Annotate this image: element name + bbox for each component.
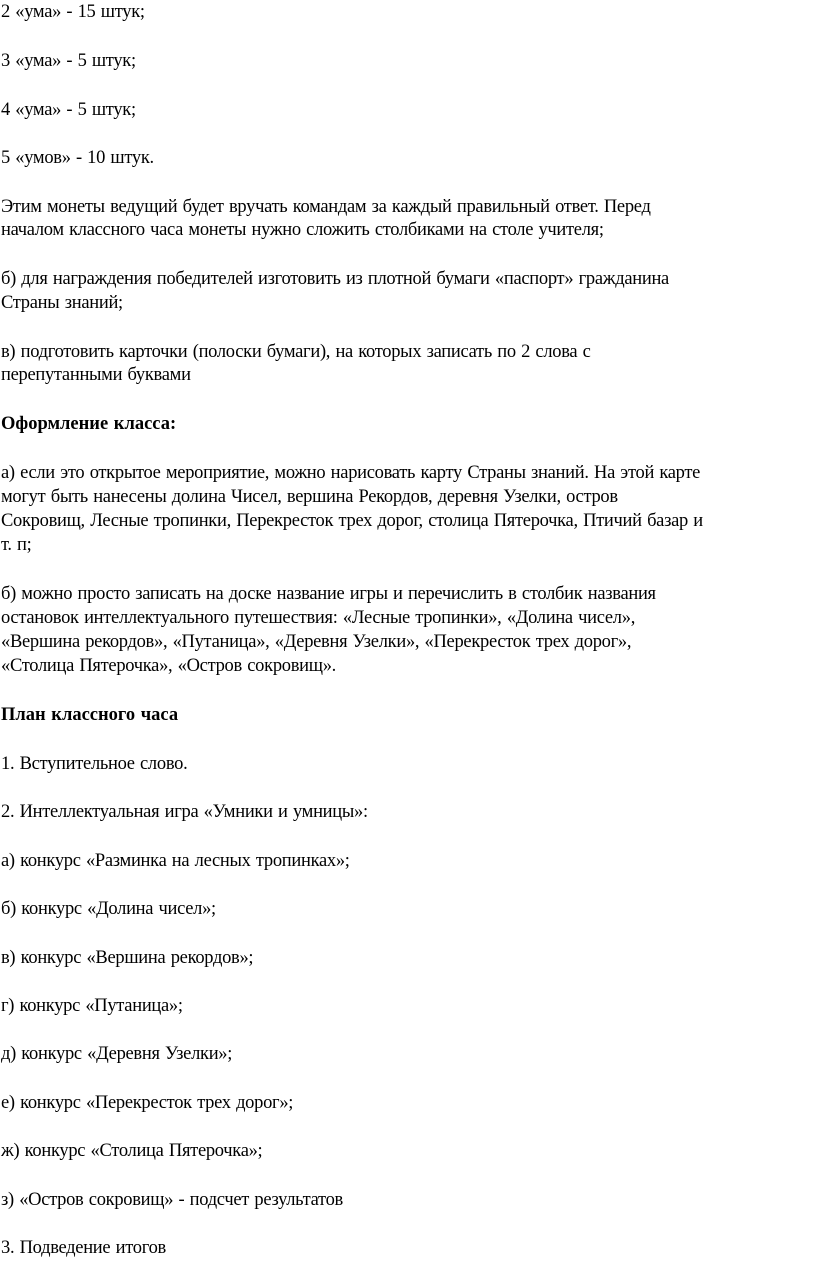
paragraph-coins-line-1: Этим монеты ведущий будет вручать командам за каждый правильный ответ. Перед: [1, 197, 651, 217]
paragraph-cards-line-2: перепутанными буквами: [1, 365, 191, 385]
plan-subitem-e: е) конкурс «Перекресток трех дорог»;: [1, 1093, 294, 1113]
plan-item-3: 3. Подведение итогов: [1, 1238, 166, 1258]
paragraph-map-line-2: могут быть нанесены долина Чисел, вершина Рекордов, деревня Узелки, остров: [1, 487, 618, 507]
plan-subitem-z: з) «Остров сокровищ» - подсчет результатов: [1, 1190, 343, 1210]
paragraph-board-line-1: б) можно просто записать на доске название игры и перечислить в столбик названия: [1, 584, 656, 604]
paragraph-board-line-4: «Столица Пятерочка», «Остров сокровищ».: [1, 656, 336, 676]
plan-subitem-b: б) конкурс «Долина чисел»;: [1, 899, 216, 919]
paragraph-map-line-1: а) если это открытое мероприятие, можно нарисовать карту Страны знаний. На этой карте: [1, 463, 701, 483]
paragraph-map-line-3: Сокровищ, Лесные тропинки, Перекресток трех дорог, столица Пятерочка, Птичий базар и: [1, 511, 703, 531]
paragraph-board-line-2: остановок интеллектуального путешествия: «Лесные тропинки», «Долина чисел»,: [1, 608, 636, 628]
heading-class-decoration: Оформление класса:: [1, 414, 177, 434]
paragraph-cards-line-1: в) подготовить карточки (полоски бумаги), на которых записать по 2 слова с: [1, 342, 591, 362]
plan-subitem-d: д) конкурс «Деревня Узелки»;: [1, 1044, 233, 1064]
coin-count-5-umov: 5 «умов» - 10 штук.: [1, 148, 154, 168]
paragraph-coins-line-2: началом классного часа монеты нужно сложить столбиками на столе учителя;: [1, 220, 604, 240]
paragraph-passport-line-2: Страны знаний;: [1, 293, 123, 313]
coin-count-4-uma: 4 «ума» - 5 штук;: [1, 100, 136, 120]
plan-subitem-v: в) конкурс «Вершина рекордов»;: [1, 948, 254, 968]
plan-subitem-zh: ж) конкурс «Столица Пятерочка»;: [1, 1141, 263, 1161]
plan-subitem-a: а) конкурс «Разминка на лесных тропинках»;: [1, 851, 350, 871]
plan-item-1: 1. Вступительное слово.: [1, 754, 188, 774]
coin-count-3-uma: 3 «ума» - 5 штук;: [1, 51, 136, 71]
coin-count-2-uma: 2 «ума» - 15 штук;: [1, 2, 145, 22]
plan-subitem-g: г) конкурс «Путаница»;: [1, 996, 183, 1016]
heading-class-plan: План классного часа: [1, 705, 179, 725]
plan-item-2: 2. Интеллектуальная игра «Умники и умницы»:: [1, 802, 368, 822]
paragraph-board-line-3: «Вершина рекордов», «Путаница», «Деревня Узелки», «Перекресток трех дорог»,: [1, 632, 632, 652]
paragraph-passport-line-1: б) для награждения победителей изготовить из плотной бумаги «паспорт» гражданина: [1, 269, 669, 289]
paragraph-map-line-4: т. п;: [1, 535, 32, 555]
